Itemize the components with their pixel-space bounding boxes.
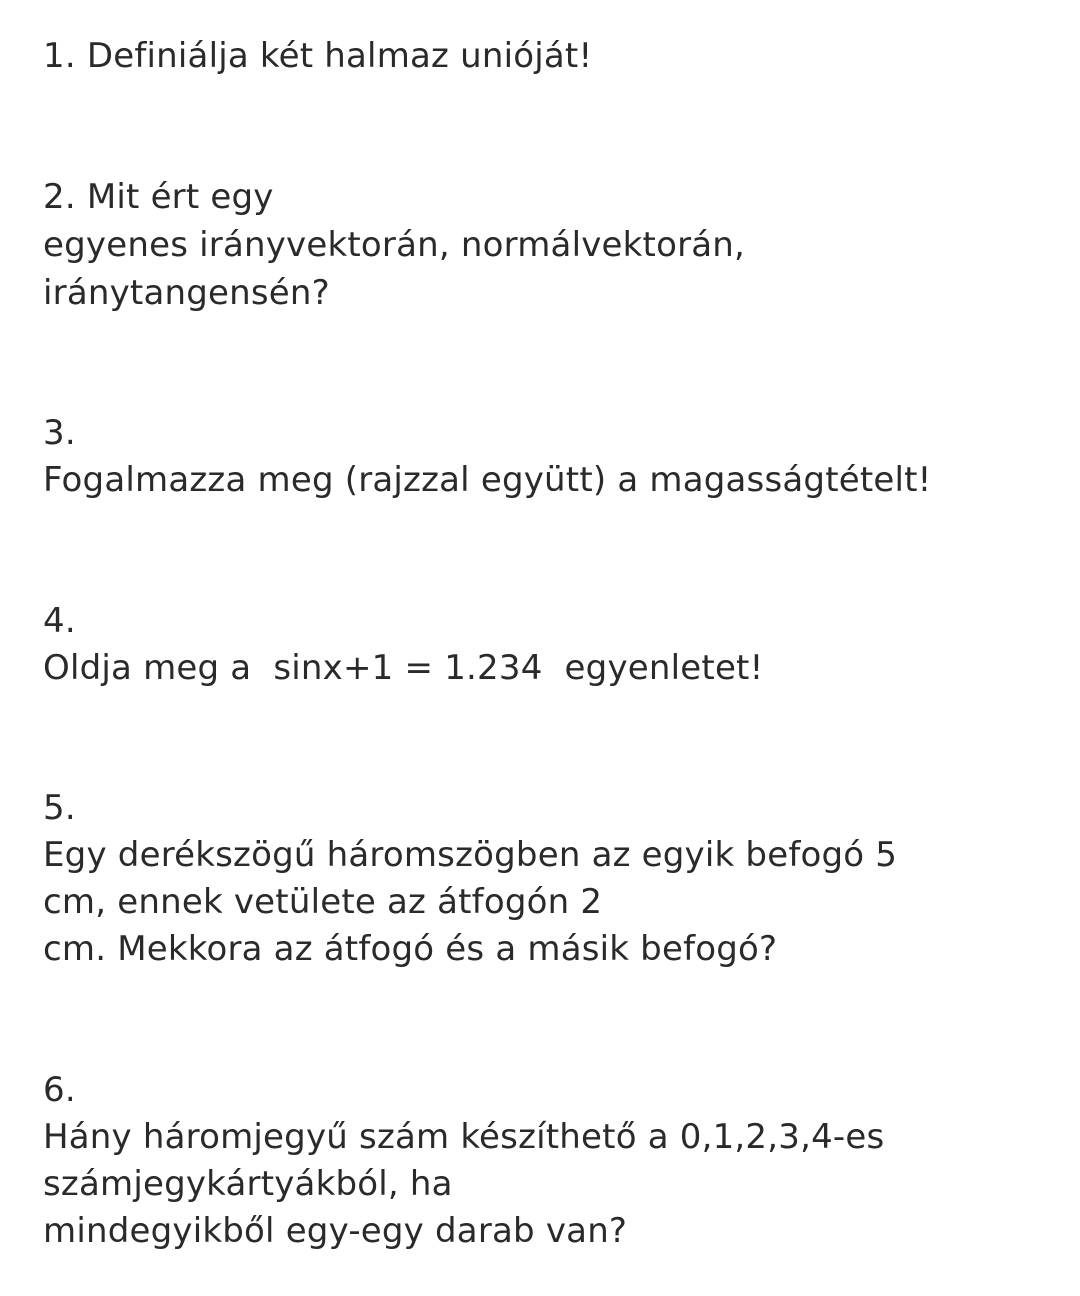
question-2-line-3: iránytangensén? bbox=[43, 273, 330, 313]
question-4-number: 4. bbox=[43, 601, 76, 641]
question-4-text: Oldja meg a sinx+1 = 1.234 egyenletet! bbox=[43, 648, 764, 688]
question-5-line-1: Egy derékszögű háromszögben az egyik befogó 5 bbox=[43, 835, 898, 875]
question-3-number: 3. bbox=[43, 413, 76, 453]
question-3-text: Fogalmazza meg (rajzzal együtt) a magasságtételt! bbox=[43, 460, 932, 500]
question-2-line-2: egyenes irányvektorán, normálvektorán, bbox=[43, 225, 746, 265]
question-5-line-3: cm. Mekkora az átfogó és a másik befogó? bbox=[43, 929, 778, 969]
question-6-line-3: mindegyikből egy-egy darab van? bbox=[43, 1211, 628, 1251]
question-1-text: 1. Definiálja két halmaz unióját! bbox=[43, 36, 593, 76]
question-6-number: 6. bbox=[43, 1070, 76, 1110]
question-5-number: 5. bbox=[43, 788, 76, 828]
question-5-line-2: cm, ennek vetülete az átfogón 2 bbox=[43, 882, 603, 922]
question-6-line-2: számjegykártyákból, ha bbox=[43, 1164, 453, 1204]
question-2-line-1: 2. Mit ért egy bbox=[43, 177, 274, 217]
question-6-line-1: Hány háromjegyű szám készíthető a 0,1,2,3,4-es bbox=[43, 1117, 885, 1157]
